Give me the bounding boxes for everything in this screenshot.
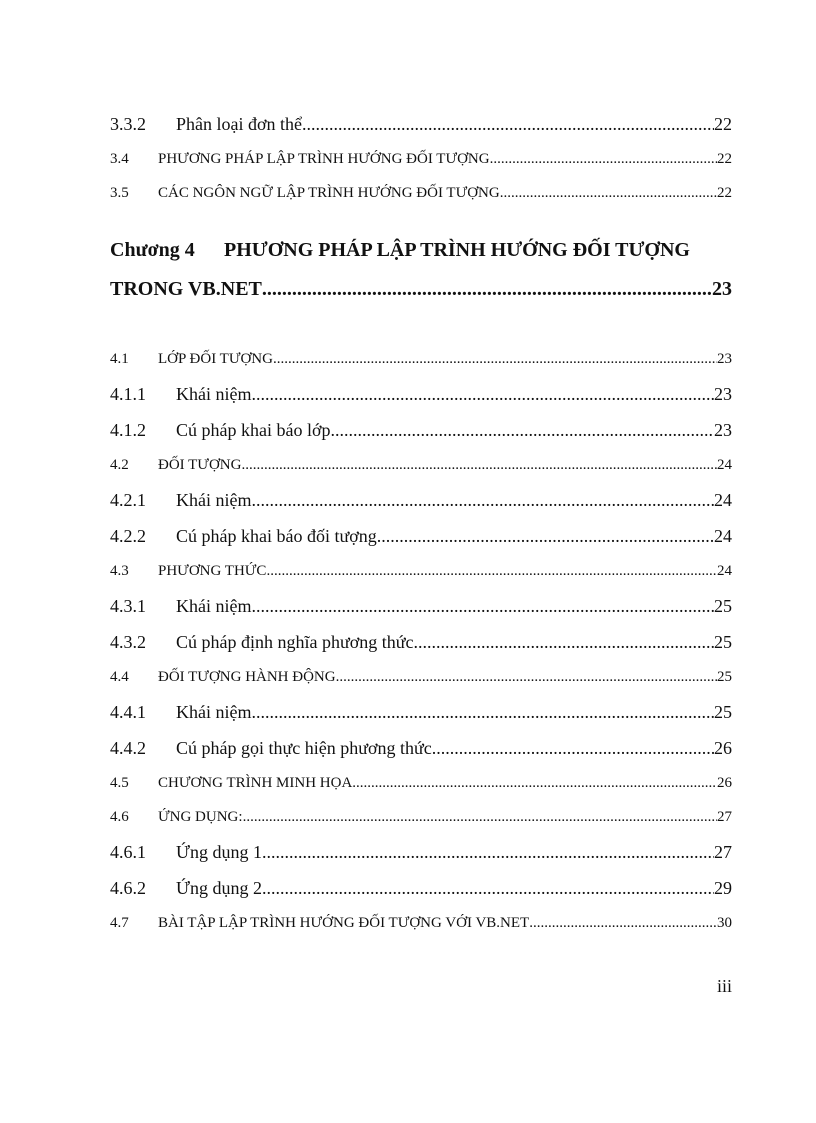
toc-entry-number: 4.4.1 <box>110 702 146 722</box>
toc-entry[interactable] <box>110 660 732 694</box>
toc-entry-page: 24 <box>717 457 732 473</box>
dot-leader <box>262 870 714 906</box>
toc-entry[interactable] <box>110 800 732 834</box>
toc-entry-page: 29 <box>714 878 732 898</box>
toc-entry-number: 4.3.1 <box>110 596 146 616</box>
toc-entry-number: 4.5 <box>110 775 129 791</box>
dot-leader <box>251 694 714 730</box>
toc-entry[interactable] <box>110 342 732 376</box>
toc-entry-page: 24 <box>714 526 732 546</box>
dot-leader <box>243 800 717 834</box>
toc-entry-title: Cú pháp định nghĩa phương thức <box>176 632 414 652</box>
toc-entry-title: Cú pháp khai báo lớp <box>176 420 331 440</box>
toc-entry-title: Khái niệm <box>176 384 252 404</box>
toc-entry-page: 27 <box>717 809 732 825</box>
toc-entry-number: 4.3 <box>110 563 129 579</box>
toc-chapter-entries <box>110 342 732 940</box>
toc-entry-title: Khái niệm <box>176 702 252 722</box>
toc-entry-title: CÁC NGÔN NGỮ LẬP TRÌNH HƯỚNG ĐỐI TƯỢNG <box>158 185 500 201</box>
dot-leader <box>302 106 714 142</box>
toc-entry-number: 4.2.2 <box>110 526 146 546</box>
dot-leader <box>377 518 714 554</box>
toc-entry[interactable] <box>110 588 732 624</box>
dot-leader <box>432 730 714 766</box>
toc-entry-number: 3.5 <box>110 185 129 201</box>
toc-entry[interactable] <box>110 376 732 412</box>
toc-entry-number: 4.6.1 <box>110 842 146 862</box>
toc-entry-number: 3.4 <box>110 151 129 167</box>
dot-leader <box>241 448 717 482</box>
chapter-title-line1: PHƯƠNG PHÁP LẬP TRÌNH HƯỚNG ĐỐI TƯỢNG <box>224 239 690 261</box>
dot-leader <box>262 834 714 870</box>
toc-entry-title: ĐỐI TƯỢNG <box>158 457 242 473</box>
dot-leader <box>500 176 717 210</box>
toc-entry[interactable] <box>110 482 732 518</box>
toc-entry-number: 4.6.2 <box>110 878 146 898</box>
toc-entry-page: 22 <box>717 151 732 167</box>
toc-entry-page: 25 <box>714 702 732 722</box>
toc-entry-title: Ứng dụng 2 <box>176 878 262 898</box>
toc-entry-page: 23 <box>714 384 732 404</box>
toc-entry-page: 26 <box>717 775 732 791</box>
toc-entry[interactable] <box>110 730 732 766</box>
toc-entry-title: ĐỐI TƯỢNG HÀNH ĐỘNG <box>158 669 336 685</box>
toc-entry-page: 25 <box>717 669 732 685</box>
toc-entry-page: 22 <box>714 114 732 134</box>
dot-leader <box>414 624 714 660</box>
toc-entry[interactable] <box>110 412 732 448</box>
spacer <box>110 308 732 342</box>
toc-entry-number: 4.2 <box>110 457 129 473</box>
toc-entry-title: Ứng dụng 1 <box>176 842 262 862</box>
toc-entry-number: 4.1.2 <box>110 420 146 440</box>
toc-entry[interactable] <box>110 142 732 176</box>
toc-entry-number: 4.1.1 <box>110 384 146 404</box>
toc-entry-number: 4.4 <box>110 669 129 685</box>
dot-leader <box>273 342 717 376</box>
dot-leader <box>352 766 717 800</box>
table-of-contents <box>110 106 732 940</box>
dot-leader <box>331 412 715 448</box>
toc-entry-title: CHƯƠNG TRÌNH MINH HỌA <box>158 775 353 791</box>
toc-entry-number: 4.4.2 <box>110 738 146 758</box>
toc-entry-page: 24 <box>717 563 732 579</box>
chapter-title-line2: TRONG VB.NET <box>110 278 262 300</box>
chapter-heading[interactable] <box>110 230 732 308</box>
toc-entry-page: 23 <box>714 420 732 440</box>
toc-entry[interactable] <box>110 448 732 482</box>
toc-entry-page: 30 <box>717 915 732 931</box>
toc-entry-page: 22 <box>717 185 732 201</box>
dot-leader <box>529 906 717 940</box>
toc-entry-title: Cú pháp gọi thực hiện phương thức <box>176 738 432 758</box>
toc-entry-number: 3.3.2 <box>110 114 146 134</box>
dot-leader <box>490 142 717 176</box>
toc-entry-title: LỚP ĐỐI TƯỢNG <box>158 351 273 367</box>
toc-entry-title: Khái niệm <box>176 596 252 616</box>
toc-entry[interactable] <box>110 694 732 730</box>
dot-leader <box>251 588 714 624</box>
toc-top-section <box>110 106 732 210</box>
toc-entry-number: 4.7 <box>110 915 129 931</box>
toc-entry[interactable] <box>110 766 732 800</box>
toc-entry-page: 24 <box>714 490 732 510</box>
toc-entry-page: 27 <box>714 842 732 862</box>
chapter-heading-line2 <box>110 270 732 308</box>
toc-entry[interactable] <box>110 870 732 906</box>
toc-entry-title: PHƯƠNG THỨC <box>158 563 267 579</box>
toc-entry-page: 26 <box>714 738 732 758</box>
toc-entry[interactable] <box>110 906 732 940</box>
toc-entry-page: 25 <box>714 596 732 616</box>
toc-entry[interactable] <box>110 176 732 210</box>
toc-entry[interactable] <box>110 624 732 660</box>
dot-leader <box>262 270 712 308</box>
toc-entry-title: Khái niệm <box>176 490 252 510</box>
toc-entry-page: 25 <box>714 632 732 652</box>
toc-entry-number: 4.2.1 <box>110 490 146 510</box>
toc-entry[interactable] <box>110 834 732 870</box>
dot-leader <box>251 376 714 412</box>
page-number-footer: iii <box>716 976 732 996</box>
chapter-page-number: 23 <box>712 278 732 300</box>
toc-entry-title: Cú pháp khai báo đối tượng <box>176 526 377 546</box>
toc-entry[interactable] <box>110 554 732 588</box>
toc-entry[interactable] <box>110 106 732 142</box>
dot-leader <box>266 554 717 588</box>
toc-entry-number: 4.6 <box>110 809 129 825</box>
chapter-label: Chương 4 <box>110 239 195 261</box>
toc-entry-title: PHƯƠNG PHÁP LẬP TRÌNH HƯỚNG ĐỐI TƯỢNG <box>158 151 490 167</box>
toc-entry-page: 23 <box>717 351 732 367</box>
dot-leader <box>251 482 714 518</box>
toc-entry-title: Phân loại đơn thể <box>176 114 302 134</box>
toc-entry-title: BÀI TẬP LẬP TRÌNH HƯỚNG ĐỐI TƯỢNG VỚI VB.NET <box>158 915 530 931</box>
toc-entry-number: 4.1 <box>110 351 129 367</box>
toc-entry-title: ỨNG DỤNG: <box>158 809 243 825</box>
dot-leader <box>336 660 717 694</box>
chapter-heading-line1 <box>110 230 732 270</box>
toc-entry[interactable] <box>110 518 732 554</box>
toc-entry-number: 4.3.2 <box>110 632 146 652</box>
